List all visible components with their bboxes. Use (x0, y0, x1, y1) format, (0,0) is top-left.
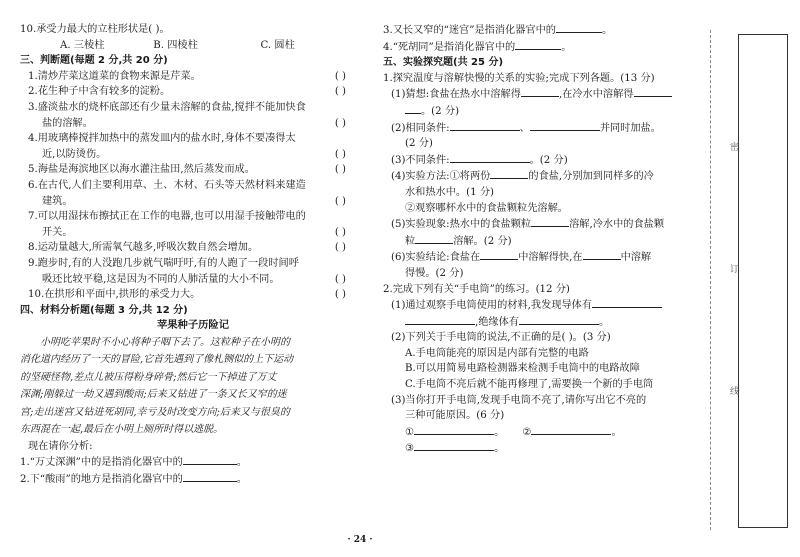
experiment-text: (3)当你打开手电筒,发现手电筒不亮了,请你写出它不亮的 (391, 394, 647, 406)
experiment-text: (6)实验结论:食盐在 (391, 252, 481, 264)
judge-question (20, 162, 366, 178)
period: 。 (236, 457, 247, 469)
experiment-text: 溶解。(2 分) (453, 235, 512, 247)
experiment-1: 1.探究温度与溶解快慢的关系的实验;完成下列各题。(13 分) (383, 72, 655, 84)
answer-blank[interactable] (415, 233, 453, 244)
judge-text: 近,以防烫伤。 (42, 148, 107, 160)
judge-text: 10.在拱形和平面中,拱形的承受力大。 (28, 289, 201, 301)
judge-text: 9.跑步时,有的人没跑几步就气喘吁吁,有的人跑了一段时间呼 (28, 257, 299, 269)
story-line: 宫;走出迷宫又钻进死胡同,幸亏及时改变方向;后来又与很臭的 (20, 406, 290, 418)
experiment-text: 中溶解得快,在 (518, 252, 583, 264)
experiment-2: 2.完成下列有关“手电筒”的练习。(12 分) (383, 283, 570, 295)
answer-blank[interactable] (530, 120, 600, 131)
answer-blank[interactable] (450, 152, 530, 163)
story-line: 消化道内经历了一天的冒险,它首先遇到了像札铡似的上下运动 (20, 354, 294, 366)
analysis-question-1: 1.“万丈深渊”中的是指消化器官中的 (20, 457, 183, 469)
choice-option: B.可以用简易电路检测器来检测手电筒中的电路故障 (405, 363, 640, 375)
experiment-text: 溶解,冷水中的食盐颗 (569, 219, 665, 231)
judge-text: 2.花生种子中含有较多的淀粉。 (28, 86, 171, 98)
experiment-text: (4)实验方法:①将两份 (391, 171, 491, 183)
answer-paren: ( ) (334, 148, 346, 160)
right-column (383, 22, 707, 457)
analysis-question-4: 4.“死胡同”是指消化器官中的 (383, 41, 516, 53)
analysis-question-2: 2.下“酸雨”的地方是指消化器官中的 (20, 474, 183, 486)
story-line: 的坚硬怪物,差点儿被压得粉身碎骨;然后它一下掉进了万丈 (20, 371, 277, 383)
judge-question (20, 240, 366, 256)
story-line: 深渊;刚躲过一劫又遇到酸雨;后来又钻进了一条又长又窄的迷 (20, 389, 287, 401)
circled-number: ③ (405, 443, 415, 455)
answer-blank[interactable] (405, 314, 475, 325)
answer-blank[interactable] (583, 249, 621, 260)
answer-paren: ( ) (334, 86, 346, 98)
answer-paren: ( ) (334, 117, 346, 129)
option-a: A. 三棱柱 (60, 39, 105, 51)
judge-text: 5.海盐是海滨地区以海水灌注盐田,然后蒸发而成。 (28, 164, 255, 176)
option-b: B. 四棱柱 (153, 39, 198, 51)
experiment-text: (1)猜想:食盐在热水中溶解得 (391, 89, 521, 101)
experiment-text: (2 分) (405, 138, 433, 150)
experiment-text: 。 (599, 316, 610, 328)
question-10-options (20, 38, 366, 54)
experiment-text: 、 (519, 122, 530, 134)
experiment-text: 水和热水中。(1 分) (405, 186, 494, 198)
judge-text: 3.盛淡盐水的烧杯底部还有少量未溶解的食盐,搅拌不能加快食 (28, 101, 306, 113)
experiment-text: (5)实验现象:热水中的食盐颗粒 (391, 219, 532, 231)
answer-blank[interactable] (414, 424, 494, 435)
binding-char: 密 (730, 143, 740, 153)
judge-question (20, 131, 366, 162)
answer-paren: ( ) (334, 273, 346, 285)
period: 。 (494, 443, 505, 455)
answer-blank[interactable] (414, 440, 494, 451)
judge-text: 盐的溶解。 (42, 117, 93, 129)
story-title: 苹果种子历险记 (156, 319, 230, 332)
answer-blank[interactable] (490, 168, 528, 179)
experiment-text: 。(2 分) (529, 154, 568, 166)
answer-blank[interactable] (531, 424, 611, 435)
question-10: 10.承受力最大的立柱形状是( )。 (20, 24, 170, 35)
experiment-text: 三种可能原因。(6 分) (405, 410, 505, 422)
experiment-text: (2)相同条件: (391, 122, 450, 134)
answer-blank[interactable] (480, 249, 518, 260)
section-5-heading: 五、实验探究题(共 25 分) (383, 57, 504, 69)
judge-text: 7.可以用湿抹布擦拭正在工作的电器,也可以用湿手接触带电的 (28, 211, 306, 223)
experiment-text: 的食盐,分别加到同样多的冷 (528, 171, 654, 183)
answer-blank[interactable] (519, 314, 599, 325)
experiment-text: ②观察哪杯水中的食盐颗粒先溶解。 (405, 202, 568, 214)
section-3-heading: 三、判断题(每题 2 分,共 20 分) (20, 55, 168, 67)
answer-paren: ( ) (334, 289, 346, 301)
answer-blank[interactable] (183, 471, 237, 482)
fold-line (710, 30, 711, 530)
period: 。 (611, 426, 622, 438)
answer-blank[interactable] (405, 103, 421, 114)
period: 。 (561, 41, 572, 53)
experiment-text: 并同时加盐。 (599, 122, 661, 134)
judge-text: 1.清炒芹菜这道菜的食物来源是芹菜。 (28, 70, 201, 82)
judge-question (20, 287, 366, 303)
answer-blank[interactable] (515, 39, 561, 50)
judge-question (20, 69, 366, 85)
story-line: 小明吃苹果时不小心将种子咽下去了。这粒种子在小明的 (40, 336, 290, 348)
answer-paren: ( ) (334, 242, 346, 254)
analyze-prompt: 现在请你分析: (28, 440, 93, 452)
experiment-text: (2)下列关于手电筒的说法,不正确的是( )。(3 分) (391, 332, 611, 344)
experiment-text: ,绝缘体有 (475, 316, 519, 328)
analysis-question-3: 3.又长又窄的“迷宫”是指消化器官中的 (383, 25, 556, 36)
judge-question (20, 256, 366, 287)
judge-question (20, 84, 366, 100)
judge-question (20, 100, 366, 131)
judge-question (20, 178, 366, 209)
circled-number: ① (405, 426, 415, 438)
answer-paren: ( ) (334, 226, 346, 238)
binding-strip (738, 34, 788, 528)
section-4-heading: 四、材料分析题(每题 3 分,共 12 分) (20, 304, 188, 316)
experiment-text: 得慢。(2 分) (405, 267, 464, 279)
choice-option: C.手电筒不亮后就不能再修理了,需要换一个新的手电筒 (405, 379, 654, 391)
answer-blank[interactable] (531, 216, 569, 227)
period: 。 (236, 474, 247, 486)
answer-paren: ( ) (334, 195, 346, 207)
judge-text: 4.用玻璃棒搅拌加热中的蒸发皿内的盐水时,身体不要凑得太 (28, 133, 296, 145)
judge-text: 开关。 (42, 226, 73, 238)
experiment-text: 中溶解 (620, 252, 652, 264)
story-text (20, 334, 366, 439)
answer-paren: ( ) (334, 70, 346, 82)
answer-paren: ( ) (334, 164, 346, 176)
page-number: · 24 · (347, 535, 373, 545)
answer-blank[interactable] (183, 454, 237, 465)
period: 。 (601, 25, 613, 36)
binding-char: 线 (730, 387, 740, 397)
answer-blank[interactable] (634, 86, 672, 97)
story-line: 东西混在一起,最后在小明上厕所时得以逃脱。 (20, 424, 224, 436)
choice-option: A.手电筒能亮的原因是内部有完整的电路 (405, 347, 589, 359)
answer-blank[interactable] (592, 297, 662, 308)
left-column (20, 22, 366, 488)
answer-blank[interactable] (556, 22, 602, 33)
experiment-text: 粒 (405, 235, 416, 247)
circled-number: ② (522, 426, 532, 438)
experiment-text: 。(2 分) (421, 105, 460, 117)
binding-char: 订 (730, 265, 740, 275)
judge-text: 8.运动量越大,所需氧气越多,呼吸次数自然会增加。 (28, 242, 259, 254)
judge-text: 6.在古代,人们主要利用草、土、木材、石头等天然材料来建造 (28, 179, 306, 191)
option-c: C. 圆柱 (260, 39, 295, 51)
answer-blank[interactable] (450, 120, 520, 131)
period: 。 (494, 426, 505, 438)
experiment-text: ,在冷水中溶解得 (558, 89, 634, 101)
judge-text: 吸还比较平稳,这是因为不同的人肺活量的大小不同。 (42, 273, 280, 285)
judge-text: 建筑。 (42, 195, 73, 207)
experiment-text: (3)不同条件: (391, 154, 450, 166)
judge-question (20, 209, 366, 240)
answer-blank[interactable] (521, 86, 559, 97)
experiment-text: (1)通过观察手电筒使用的材料,我发现导体有 (391, 300, 593, 312)
